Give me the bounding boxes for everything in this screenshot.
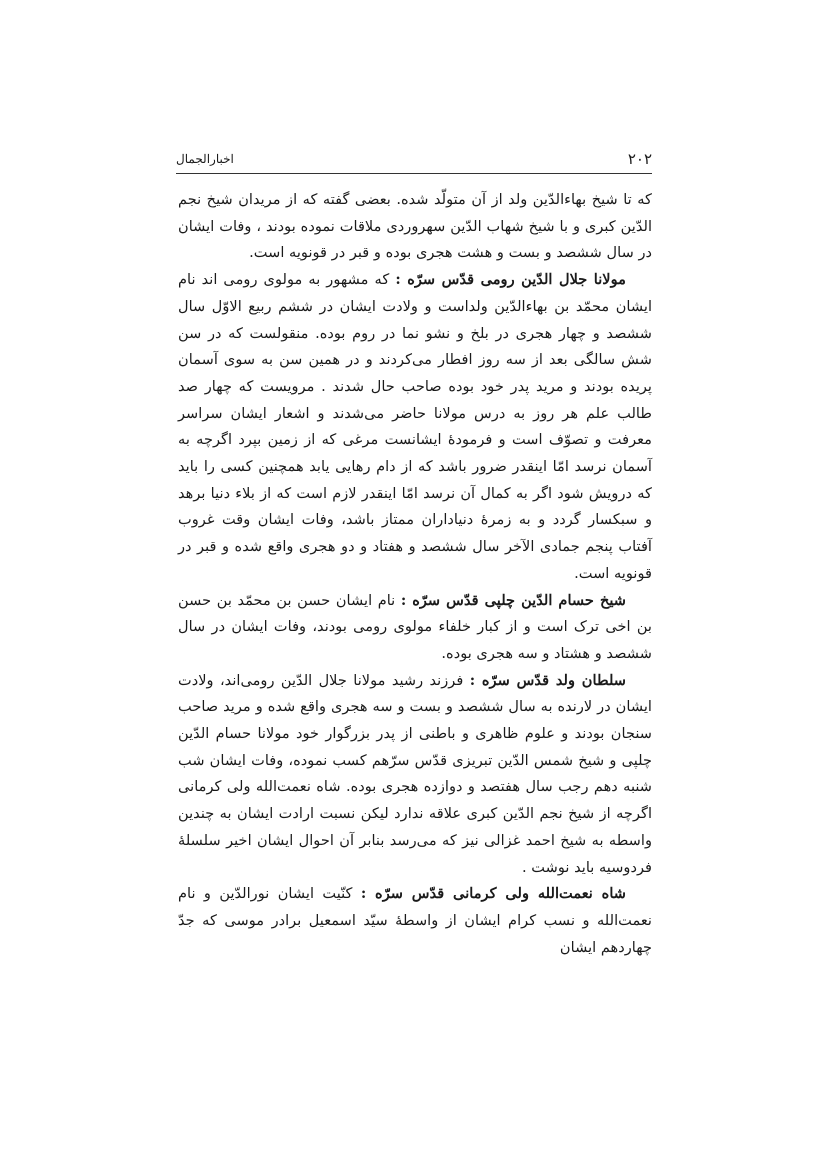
- paragraph-text: نام ایشان حسن بن محمّد بن حسن بن اخی ترک است و از کبار خلفاء مولوی رومی بودند، وفات ایشان در سال ششصد و هشتاد و سه هجری بوده.: [178, 591, 652, 662]
- running-title: اخبارالجمال: [176, 152, 234, 166]
- paragraph-text: که تا شیخ بهاءالدّین ولد از آن متولّد شده. بعضی گفته که از مریدان شیخ نجم الدّین کبری و با شیخ شهاب الدّین سهروردی ملاقات نموده بودند ، وفات ایشان در سال ششصد و بست و هشت هجری بوده و قبر در قونویه است.: [178, 191, 652, 262]
- paragraph-sultan-walad: [178, 668, 652, 882]
- paragraph-lead: سلطان ولد قدّس سرّه :: [469, 671, 627, 689]
- paragraph-text: فرزند رشید مولانا جلال الدّین رومی‌اند، ولادت ایشان در لارنده به سال ششصد و بست و سه هجری واقع شده و مرید صاحب سنجان بودند و علوم ظاهری و باطنی از پدر بزرگوار خود مولانا حسام الدّین چلپی و شیخ شمس الدّین تبریزی قدّس سرّهم کسب نموده، وفات ایشان شب شنبه دهم رجب سال هفتصد و دوازده هجری بوده. شاه نعمت‌الله ولی کرمانی اگرچه از شیخ نجم الدّین کبری علاقه ندارد لیکن نسبت ارادت ایشان به چندین واسطه به شیخ احمد غزالی نیز که می‌رسد بنابر آن احوال ایشان اخیر سلسلهٔ فردوسیه باید نوشت .: [178, 671, 652, 876]
- page-header: [176, 146, 652, 172]
- body-text: [178, 187, 652, 961]
- header-rule: [176, 173, 652, 174]
- paragraph-shah-nimatullah: [178, 881, 652, 961]
- paragraph-lead: مولانا جلال الدّین رومی قدّس سرّه :: [395, 271, 626, 289]
- paragraph-husam-al-din: [178, 588, 652, 668]
- paragraph-lead: شاه نعمت‌الله ولی کرمانی قدّس سرّه :: [360, 885, 627, 903]
- paragraph-text: کنّیت ایشان نورالدّین و نام نعمت‌الله و نسب کرام ایشان از واسطهٔ سیّد اسمعیل برادر موسی که جدّ چهاردهم ایشان: [178, 885, 652, 956]
- page-number: ۲۰۲: [627, 150, 652, 168]
- paragraph-lead: شیخ حسام الدّین چلپی قدّس سرّه :: [400, 591, 627, 609]
- paragraph-continuation: [178, 187, 652, 267]
- paragraph-text: که مشهور به مولوی رومی اند نام ایشان محمّد بن بهاءالدّین ولداست و ولادت ایشان در ششم ربیع الاوّل سال ششصد و چهار هجری در بلخ و نشو نما در روم بوده. منقولست که در سن شش سالگی بعد از سه روز افطار می‌کردند و در همین سن به سوی آسمان پریده بودند و مرید پدر خود بوده صاحب حال شدند . مرویست که چهار صد طالب علم هر روز به درس مولانا حاضر می‌شدند و اشعار ایشان سراسر معرفت و تصوّف است و فرمودهٔ ایشانست مرغی که از زمین بپرد اگرچه به آسمان نرسد امّا اینقدر ضرور باشد که از دام رهایی یابد همچنین کسی را باید که درویش شود اگر به کمال آن نرسد امّا اینقدر لازم است که از بلاء دنیا برهد و سبکسار گردد و به زمرهٔ دنیاداران ممتاز باشد، وفات ایشان وقت غروب آفتاب پنجم جمادی الآخر سال ششصد و هفتاد و دو هجری واقع شده و قبر در قونویه است.: [178, 271, 652, 582]
- paragraph-rumi: [178, 267, 652, 587]
